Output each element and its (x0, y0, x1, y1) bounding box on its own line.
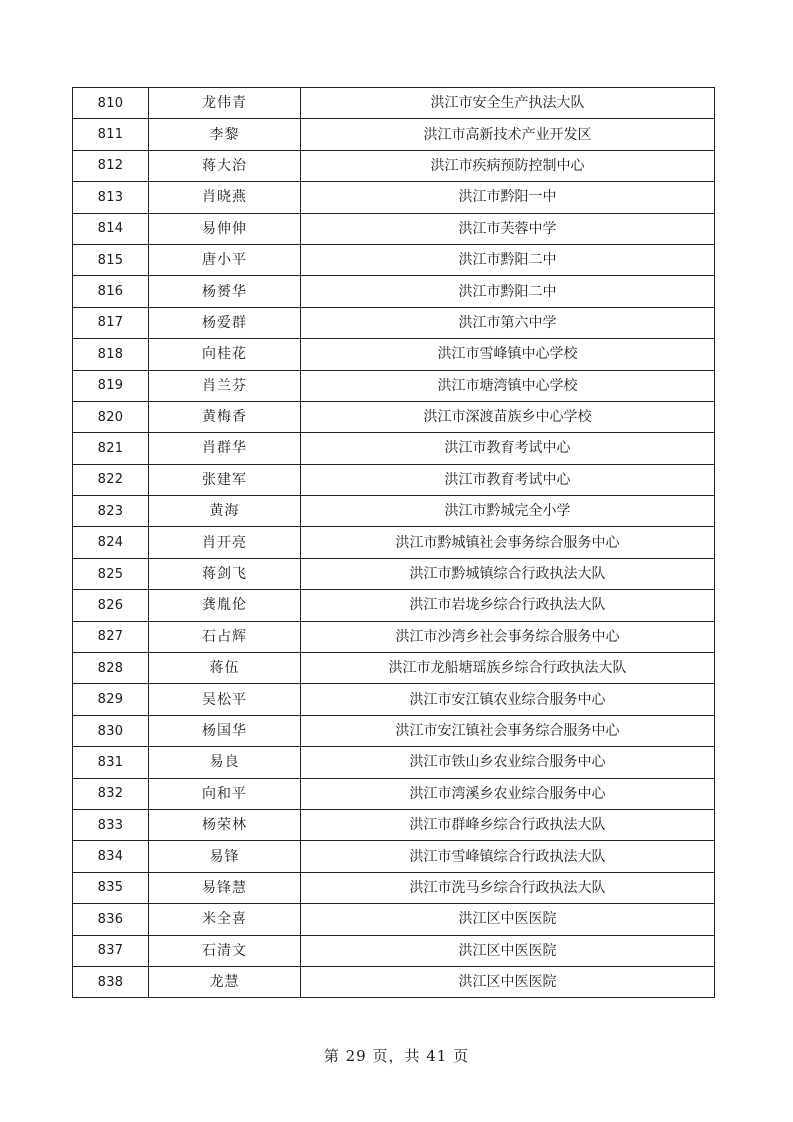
row-number-cell: 818 (73, 339, 149, 370)
row-number-cell: 821 (73, 433, 149, 464)
name-cell: 吴松平 (149, 684, 301, 715)
name-cell: 向和平 (149, 778, 301, 809)
table-row (73, 370, 715, 401)
row-number-cell: 815 (73, 244, 149, 275)
roster-table (72, 87, 715, 998)
row-number-cell: 835 (73, 872, 149, 903)
row-number-cell: 812 (73, 150, 149, 181)
unit-cell: 洪江市疾病预防控制中心 (301, 150, 715, 181)
unit-cell: 洪江区中医医院 (301, 904, 715, 935)
row-number-cell: 820 (73, 401, 149, 432)
name-cell: 易良 (149, 747, 301, 778)
unit-cell: 洪江市雪峰镇中心学校 (301, 339, 715, 370)
unit-cell: 洪江市黔城镇综合行政执法大队 (301, 558, 715, 589)
unit-cell: 洪江市龙船塘瑶族乡综合行政执法大队 (301, 653, 715, 684)
row-number-cell: 825 (73, 558, 149, 589)
table-row (73, 150, 715, 181)
unit-cell: 洪江市黔阳二中 (301, 276, 715, 307)
unit-cell: 洪江区中医医院 (301, 966, 715, 997)
table-row (73, 715, 715, 746)
row-number-cell: 834 (73, 841, 149, 872)
name-cell: 石占辉 (149, 621, 301, 652)
name-cell: 米全喜 (149, 904, 301, 935)
unit-cell: 洪江市雪峰镇综合行政执法大队 (301, 841, 715, 872)
row-number-cell: 838 (73, 966, 149, 997)
name-cell: 肖群华 (149, 433, 301, 464)
table-row (73, 213, 715, 244)
row-number-cell: 828 (73, 653, 149, 684)
unit-cell: 洪江市安全生产执法大队 (301, 88, 715, 119)
row-number-cell: 832 (73, 778, 149, 809)
row-number-cell: 829 (73, 684, 149, 715)
name-cell: 黄海 (149, 496, 301, 527)
name-cell: 龚胤伦 (149, 590, 301, 621)
unit-cell: 洪江区中医医院 (301, 935, 715, 966)
row-number-cell: 837 (73, 935, 149, 966)
page-number-footer: 第 29 页，共 41 页 (323, 1047, 470, 1065)
unit-cell: 洪江市深渡苗族乡中心学校 (301, 401, 715, 432)
table-row (73, 433, 715, 464)
unit-cell: 洪江市芙蓉中学 (301, 213, 715, 244)
row-number-cell: 833 (73, 809, 149, 840)
row-number-cell: 814 (73, 213, 149, 244)
row-number-cell: 810 (73, 88, 149, 119)
table-row (73, 778, 715, 809)
table-row (73, 621, 715, 652)
table-row (73, 904, 715, 935)
unit-cell: 洪江市安江镇社会事务综合服务中心 (301, 715, 715, 746)
row-number-cell: 830 (73, 715, 149, 746)
name-cell: 石清文 (149, 935, 301, 966)
table-row (73, 653, 715, 684)
name-cell: 杨国华 (149, 715, 301, 746)
table-row (73, 966, 715, 997)
table-row (73, 244, 715, 275)
row-number-cell: 822 (73, 464, 149, 495)
table-row (73, 464, 715, 495)
unit-cell: 洪江市铁山乡农业综合服务中心 (301, 747, 715, 778)
table-row (73, 276, 715, 307)
name-cell: 向桂花 (149, 339, 301, 370)
name-cell: 易锋慧 (149, 872, 301, 903)
name-cell: 肖晓燕 (149, 182, 301, 213)
table-row (73, 119, 715, 150)
name-cell: 唐小平 (149, 244, 301, 275)
row-number-cell: 813 (73, 182, 149, 213)
table-row (73, 747, 715, 778)
name-cell: 黄梅香 (149, 401, 301, 432)
table-row (73, 935, 715, 966)
table-row (73, 401, 715, 432)
table-row (73, 527, 715, 558)
roster-body (73, 88, 715, 998)
name-cell: 易锋 (149, 841, 301, 872)
unit-cell: 洪江市塘湾镇中心学校 (301, 370, 715, 401)
table-row (73, 684, 715, 715)
name-cell: 李黎 (149, 119, 301, 150)
unit-cell: 洪江市高新技术产业开发区 (301, 119, 715, 150)
row-number-cell: 836 (73, 904, 149, 935)
table-row (73, 182, 715, 213)
unit-cell: 洪江市教育考试中心 (301, 433, 715, 464)
row-number-cell: 824 (73, 527, 149, 558)
unit-cell: 洪江市黔阳二中 (301, 244, 715, 275)
unit-cell: 洪江市岩垅乡综合行政执法大队 (301, 590, 715, 621)
row-number-cell: 827 (73, 621, 149, 652)
name-cell: 龙伟青 (149, 88, 301, 119)
table-row (73, 841, 715, 872)
name-cell: 肖开亮 (149, 527, 301, 558)
table-row (73, 88, 715, 119)
unit-cell: 洪江市湾溪乡农业综合服务中心 (301, 778, 715, 809)
unit-cell: 洪江市洗马乡综合行政执法大队 (301, 872, 715, 903)
unit-cell: 洪江市黔城镇社会事务综合服务中心 (301, 527, 715, 558)
row-number-cell: 816 (73, 276, 149, 307)
name-cell: 龙慧 (149, 966, 301, 997)
row-number-cell: 817 (73, 307, 149, 338)
roster-sheet (72, 87, 714, 998)
name-cell: 杨爱群 (149, 307, 301, 338)
table-row (73, 809, 715, 840)
table-row (73, 496, 715, 527)
table-row (73, 872, 715, 903)
row-number-cell: 826 (73, 590, 149, 621)
table-row (73, 307, 715, 338)
name-cell: 杨赟华 (149, 276, 301, 307)
name-cell: 易伸伸 (149, 213, 301, 244)
row-number-cell: 819 (73, 370, 149, 401)
unit-cell: 洪江市安江镇农业综合服务中心 (301, 684, 715, 715)
unit-cell: 洪江市第六中学 (301, 307, 715, 338)
name-cell: 张建军 (149, 464, 301, 495)
row-number-cell: 823 (73, 496, 149, 527)
name-cell: 杨荣林 (149, 809, 301, 840)
unit-cell: 洪江市群峰乡综合行政执法大队 (301, 809, 715, 840)
unit-cell: 洪江市黔阳一中 (301, 182, 715, 213)
row-number-cell: 811 (73, 119, 149, 150)
name-cell: 蒋剑飞 (149, 558, 301, 589)
unit-cell: 洪江市黔城完全小学 (301, 496, 715, 527)
name-cell: 蒋大治 (149, 150, 301, 181)
name-cell: 肖兰芬 (149, 370, 301, 401)
unit-cell: 洪江市沙湾乡社会事务综合服务中心 (301, 621, 715, 652)
unit-cell: 洪江市教育考试中心 (301, 464, 715, 495)
table-row (73, 558, 715, 589)
name-cell: 蒋伍 (149, 653, 301, 684)
row-number-cell: 831 (73, 747, 149, 778)
table-row (73, 339, 715, 370)
table-row (73, 590, 715, 621)
